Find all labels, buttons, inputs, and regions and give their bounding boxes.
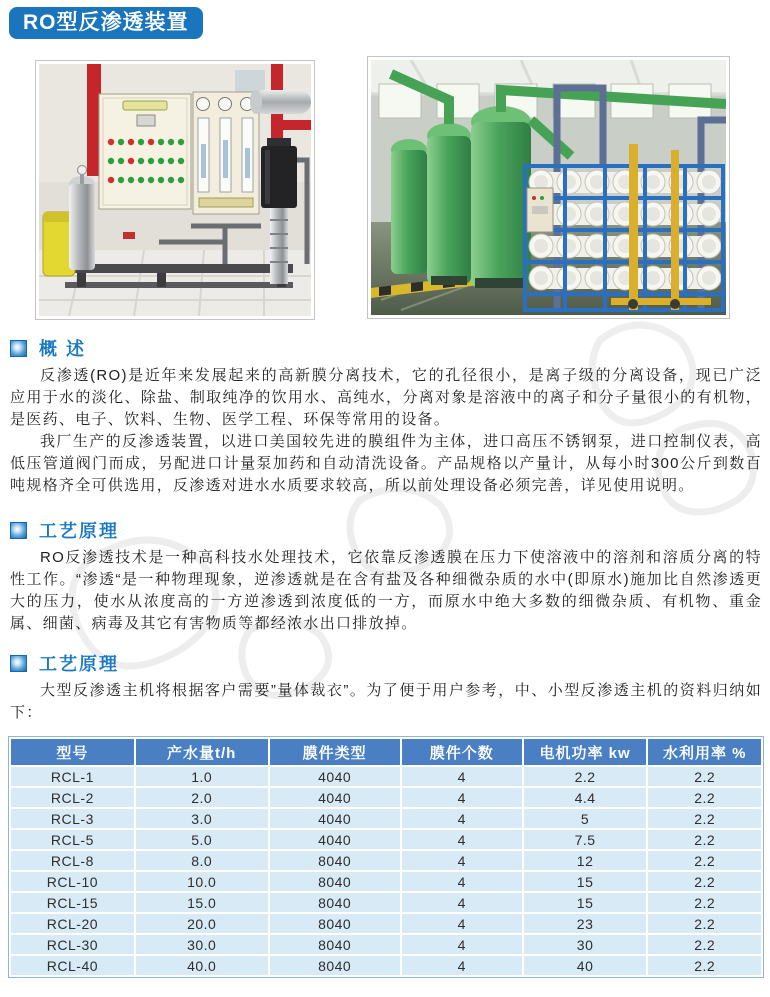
table-cell: 3.0 — [136, 809, 268, 828]
column-header: 产水量t/h — [136, 739, 268, 765]
table-cell: RCL-10 — [11, 872, 134, 891]
table-row — [11, 914, 761, 933]
spec-table-body — [11, 767, 761, 975]
table-cell: 15.0 — [136, 893, 268, 912]
table-cell: 2.2 — [648, 872, 761, 891]
table-cell: 30.0 — [136, 935, 268, 954]
table-cell: 4040 — [270, 767, 400, 786]
section-bullet-icon — [10, 340, 27, 357]
cartridge-filter — [69, 166, 95, 271]
table-cell: 2.2 — [648, 851, 761, 870]
paragraph: RO反渗透技术是一种高科技水处理技术，它依靠反渗透膜在压力下使溶液中的溶剂和溶质分离的特性工作。“渗透“是一种物理现象，逆渗透就是在含有盐及各种细微杂质的水中(即原水)施加比自然渗透更大的压力，使水从浓度高的一方逆渗透到浓度低的一方，而原水中绝大多数的细微杂质、有机物、重金属、细菌、病毒及其它有害物质等都经浓水出口排放掉。 — [10, 549, 762, 632]
spec-table — [8, 736, 764, 978]
table-cell: 4040 — [270, 830, 400, 849]
table-cell: 1.0 — [136, 767, 268, 786]
section-process-principle — [10, 520, 762, 635]
spec-table-head-row — [11, 739, 761, 765]
table-cell: 4040 — [270, 809, 400, 828]
ro-unit-illustration — [39, 64, 311, 316]
table-cell: 10.0 — [136, 872, 268, 891]
table-cell: 8040 — [270, 935, 400, 954]
section-bullet-icon — [10, 655, 27, 672]
table-cell: 15 — [524, 893, 647, 912]
table-cell: 2.2 — [524, 767, 647, 786]
table-cell: 8.0 — [136, 851, 268, 870]
table-cell: 40 — [524, 956, 647, 975]
column-header: 型号 — [11, 739, 134, 765]
table-cell: 4 — [402, 767, 522, 786]
table-cell: 2.0 — [136, 788, 268, 807]
table-cell: 4 — [402, 956, 522, 975]
rack-control-box — [527, 188, 553, 232]
section-heading — [10, 520, 762, 540]
table-cell: 8040 — [270, 956, 400, 975]
flowmeter-panel — [193, 92, 259, 214]
table-cell: 4040 — [270, 788, 400, 807]
column-header: 膜件类型 — [270, 739, 400, 765]
photo-ro-plant — [367, 56, 730, 319]
ro-plant-illustration — [371, 60, 726, 315]
table-cell: RCL-3 — [11, 809, 134, 828]
table-cell: 7.5 — [524, 830, 647, 849]
section-overview — [10, 338, 762, 497]
table-cell: RCL-8 — [11, 851, 134, 870]
table-cell: 20.0 — [136, 914, 268, 933]
table-cell: 5 — [524, 809, 647, 828]
section-heading — [10, 338, 762, 358]
table-cell: RCL-20 — [11, 914, 134, 933]
table-cell: 8040 — [270, 851, 400, 870]
table-cell: 12 — [524, 851, 647, 870]
table-cell: 4 — [402, 830, 522, 849]
table-cell: 4 — [402, 809, 522, 828]
paragraph: 反渗透(RO)是近年来发展起来的高新膜分离技术，它的孔径很小，是离子级的分离设备，现已广泛应用于水的淡化、除盐、制取纯净的饮用水、高纯水，分离对象是溶液中的离子和分子量很小的有机物，是医药、电子、饮料、生物、医学工程、环保等常用的设备。 — [10, 367, 762, 428]
page-title: RO型反渗透装置 — [9, 7, 203, 39]
paragraph: 大型反渗透主机将根据客户需要”量体裁衣”。为了便于用户参考，中、小型反渗透主机的资料归纳如下： — [10, 682, 762, 721]
membrane-vessel — [250, 90, 311, 114]
table-cell: 2.2 — [648, 767, 761, 786]
table-cell: RCL-40 — [11, 956, 134, 975]
table-row — [11, 893, 761, 912]
table-cell: 4 — [402, 914, 522, 933]
column-header: 电机功率 kw — [524, 739, 647, 765]
section-title: 工艺原理 — [39, 521, 119, 541]
table-cell: RCL-15 — [11, 893, 134, 912]
table-cell: 8040 — [270, 893, 400, 912]
table-row — [11, 935, 761, 954]
table-row — [11, 830, 761, 849]
section-title: 概 述 — [39, 339, 87, 359]
table-cell: 4 — [402, 872, 522, 891]
table-cell: 2.2 — [648, 935, 761, 954]
table-cell: 15 — [524, 872, 647, 891]
table-cell: 30 — [524, 935, 647, 954]
table-cell: 4.4 — [524, 788, 647, 807]
section-title: 工艺原理 — [39, 654, 119, 674]
table-cell: 8040 — [270, 872, 400, 891]
control-cabinet — [99, 94, 191, 209]
table-cell: 2.2 — [648, 956, 761, 975]
table-cell: 40.0 — [136, 956, 268, 975]
table-cell: 2.2 — [648, 893, 761, 912]
table-cell: RCL-5 — [11, 830, 134, 849]
table-cell: 5.0 — [136, 830, 268, 849]
table-cell: RCL-30 — [11, 935, 134, 954]
table-cell: 2.2 — [648, 830, 761, 849]
photo-ro-unit — [35, 60, 315, 320]
table-cell: 4 — [402, 851, 522, 870]
table-row — [11, 872, 761, 891]
table-cell: RCL-2 — [11, 788, 134, 807]
table-cell: 2.2 — [648, 788, 761, 807]
section-heading — [10, 653, 762, 673]
spec-table-grid — [9, 737, 763, 977]
table-cell: 23 — [524, 914, 647, 933]
table-row — [11, 851, 761, 870]
table-row — [11, 809, 761, 828]
table-cell: 2.2 — [648, 914, 761, 933]
valve-handle — [123, 232, 135, 239]
table-row — [11, 788, 761, 807]
table-cell: 4 — [402, 935, 522, 954]
column-header: 水利用率 % — [648, 739, 761, 765]
table-cell: RCL-1 — [11, 767, 134, 786]
section-specifications — [10, 653, 762, 724]
column-header: 膜件个数 — [402, 739, 522, 765]
table-cell: 8040 — [270, 914, 400, 933]
table-cell: 2.2 — [648, 809, 761, 828]
paragraph: 我厂生产的反渗透装置，以进口美国较先进的膜组件为主体，进口高压不锈钢泵，进口控制仪表，高低压管道阀门而成，另配进口计量泵加药和自动清洗设备。产品规格以产量计，从每小时300公斤到数百吨规格齐全可供选用，反渗透对进水水质要求较高，所以前处理设备必须完善，详见使用说明。 — [10, 433, 762, 494]
table-row — [11, 767, 761, 786]
table-cell: 4 — [402, 893, 522, 912]
table-row — [11, 956, 761, 975]
section-bullet-icon — [10, 522, 27, 539]
table-cell: 4 — [402, 788, 522, 807]
